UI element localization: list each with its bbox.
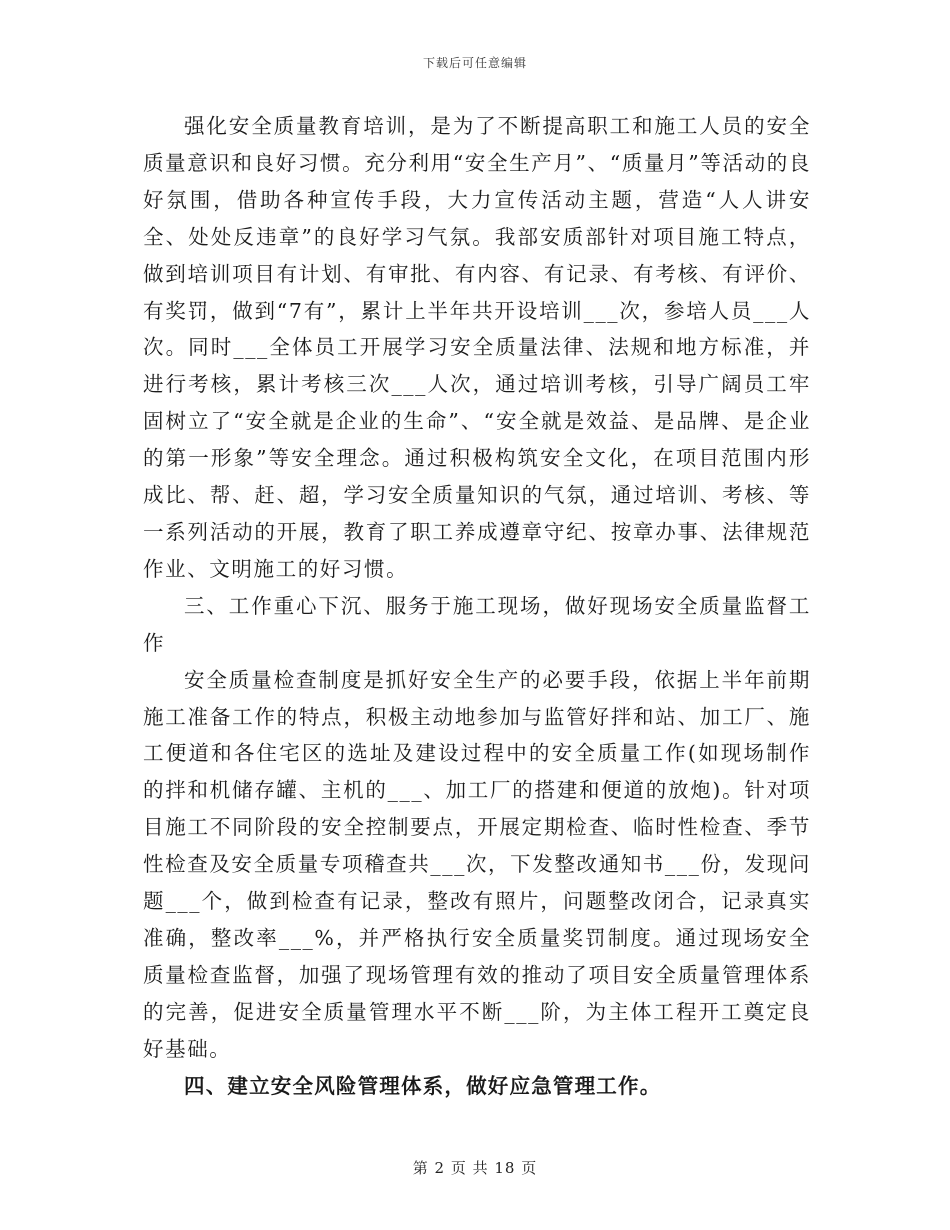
paragraph-safety-training: 强化安全质量教育培训，是为了不断提高职工和施工人员的安全质量意识和良好习惯。充分利用“安全生产月”、“质量月”等活动的良好氛围，借助各种宣传手段，大力宣传活动主题，营造“人人讲安全、处处反违章”的良好学习气氛。我部安质部针对项目施工特点，做到培训项目有计划、有审批、有内容、有记录、有考核、有评价、有奖罚，做到“7有”，累计上半年共开设培训___次，参培人员___人次。同时___全体员工开展学习安全质量法律、法规和地方标准，并进行考核，累计考核三次___人次，通过培训考核，引导广阔员工牢固树立了“安全就是企业的生命”、“安全就是效益、是品牌、是企业的第一形象”等安全理念。通过积极构筑安全文化，在项目范围内形成比、帮、赶、超，学习安全质量知识的气氛，通过培训、考核、等一系列活动的开展，教育了职工养成遵章守纪、按章办事、法律规范作业、文明施工的好习惯。	[143, 114, 811, 581]
paragraph-site-inspection: 安全质量检查制度是抓好安全生产的必要手段，依据上半年前期施工准备工作的特点，积极主动地参加与监管好拌和站、加工厂、施工便道和各住宅区的选址及建设过程中的安全质量工作(如现场制作的拌和机储存罐、主机的___、加工厂的搭建和便道的放炮)。针对项目施工不同阶段的安全控制要点，开展定期检查、临时性检查、季节性检查及安全质量专项稽查共___次，下发整改通知书___份，发现问题___个，做到检查有记录，整改有照片，问题整改闭合，记录真实准确，整改率___%，并严格执行安全质量奖罚制度。通过现场安全质量检查监督，加强了现场管理有效的推动了项目安全质量管理体系的完善，促进安全质量管理水平不断___阶，为主体工程开工奠定良好基础。	[143, 667, 811, 1061]
page-number: 第 2 页 共 18 页	[412, 1159, 538, 1177]
section-heading-four: 四、建立安全风险管理体系，做好应急管理工作。	[184, 1073, 662, 1098]
section-heading-three: 三、工作重心下沉、服务于施工现场，做好现场安全质量监督工作	[143, 593, 811, 655]
document-body	[143, 108, 811, 1104]
page-header: 下载后可任意编辑	[422, 56, 527, 70]
